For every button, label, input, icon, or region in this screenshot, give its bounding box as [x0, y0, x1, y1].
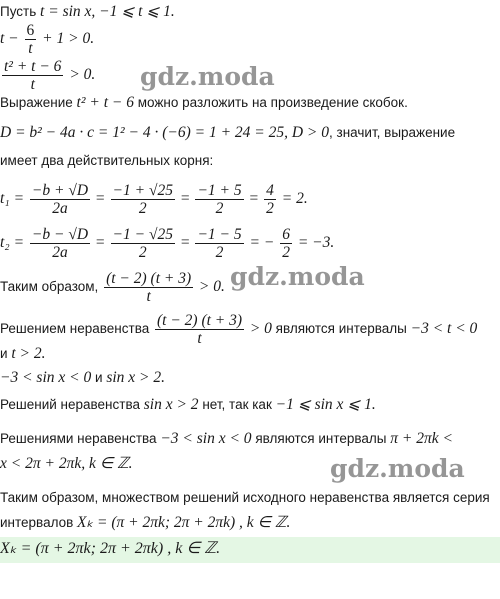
line-factor-note: Выражение t² + t − 6 можно разложить на произведение скобок. [0, 94, 408, 111]
fraction: $\frac{4}{2}$ [266, 182, 274, 217]
watermark-middle: gdz.moda [230, 262, 365, 291]
line-thus: Таким образом, $\frac{(t - 2) (t + 3)}{t}$ > 0. [0, 270, 225, 305]
watermark-top: gdz.moda [140, 62, 275, 91]
answer-line: Xₖ = (π + 2πk; 2π + 2πk) , k ∈ ℤ. [0, 540, 221, 557]
line-root-t1: t₁ = $\frac{-b + √D}{2a}$ = $\frac{-1 + √25}{2}$ = $\frac{-1 + 5}{2}$ = $\frac{4}{2}$ = 2. [0, 182, 308, 217]
line-and-t: и t > 2. [0, 345, 46, 362]
line-x-interval: x < 2π + 2πk, k ∈ ℤ. [0, 455, 133, 472]
line-no-solutions: Решений неравенства sin x > 2 нет, так как −1 ⩽ sin x ⩽ 1. [0, 396, 376, 413]
line-inequality-1: t − $\frac{6}{t}$ + 1 > 0. [0, 22, 95, 57]
fraction: $\frac{6}{t}$ [26, 22, 35, 57]
fraction: $\frac{-1 + 5}{2}$ [197, 182, 242, 217]
line-sin-conditions: −3 < sin x < 0 и sin x > 2. [0, 369, 165, 386]
line-inequality-2: $\frac{\text{t² + t − 6}}{t}$ > 0. [4, 58, 96, 93]
line-two-roots: имеет два действительных корня: [0, 153, 214, 168]
fraction: $\frac{-b - √D}{2a}$ [31, 226, 89, 261]
fraction: $\frac{(t - 2) (t + 3)}{t}$ [106, 270, 192, 305]
fraction: $\frac{-b + √D}{2a}$ [31, 182, 89, 217]
watermark-bottom: gdz.moda [330, 454, 465, 483]
line-therefore: Таким образом, множеством решений исходного неравенства является серия [0, 490, 490, 505]
line-intervals: интервалов Xₖ = (π + 2πk; 2π + 2πk) , k ∈ ℤ. [0, 514, 291, 531]
line-root-t2: t₂ = $\frac{-b - √D}{2a}$ = $\frac{-1 - √25}{2}$ = $\frac{-1 - 5}{2}$ = − $\frac{6}{2}$ = −3. [0, 226, 335, 261]
fraction: $\frac{-1 + √25}{2}$ [112, 182, 173, 217]
fraction: $\frac{\text{t² + t − 6}}{t}$ [4, 58, 62, 93]
line-solution-intervals: Решением неравенства $\frac{(t - 2) (t + 3)}{t}$ > 0 являются интервалы −3 < t < 0 [0, 312, 478, 347]
fraction: $\frac{6}{2}$ [282, 226, 290, 261]
fraction: $\frac{-1 - 5}{2}$ [197, 226, 242, 261]
line-let-t: Пусть t = sin x, −1 ⩽ t ⩽ 1. [0, 3, 175, 20]
fraction: $\frac{-1 - √25}{2}$ [112, 226, 173, 261]
line-discriminant: D = b² − 4a · c = 1² − 4 · (−6) = 1 + 24 = 25, D > 0, значит, выражение [0, 124, 456, 141]
fraction: $\frac{(t - 2) (t + 3)}{t}$ [156, 312, 243, 347]
line-solutions-are: Решениями неравенства −3 < sin x < 0 являются интервалы π + 2πk < [0, 430, 453, 447]
